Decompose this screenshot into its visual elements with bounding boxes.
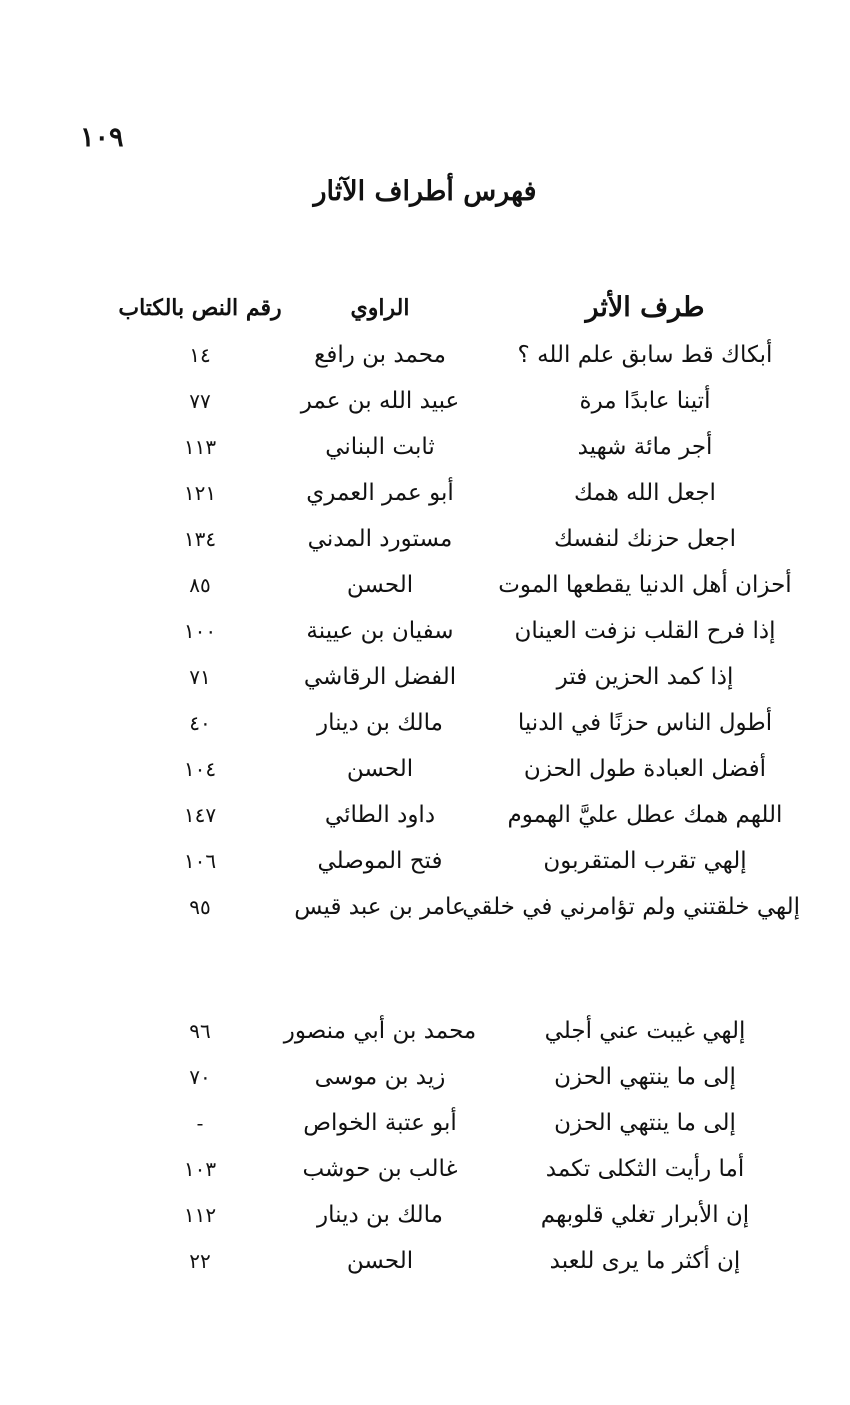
number-cell: ١١٢ <box>183 1203 217 1227</box>
table-row <box>0 654 850 700</box>
athar-cell: أجر مائة شهيد <box>577 434 713 460</box>
rawi-cell: الحسن <box>346 756 414 782</box>
table-row <box>0 792 850 838</box>
table-row <box>0 1238 850 1284</box>
rawi-cell: الحسن <box>346 572 414 598</box>
rawi-cell: مالك بن دينار <box>317 710 443 736</box>
number-cell: ١٠٣ <box>183 1157 217 1181</box>
table-row <box>0 516 850 562</box>
header-rawi: الراوي <box>350 295 410 321</box>
number-cell: ٤٠ <box>189 711 211 735</box>
table-row <box>0 562 850 608</box>
number-cell: ٩٥ <box>189 895 211 919</box>
rawi-cell: غالب بن حوشب <box>302 1156 458 1182</box>
table-row <box>0 1192 850 1238</box>
athar-cell: اللهم همك عطل عليَّ الهموم <box>507 802 783 828</box>
rawi-cell: مستورد المدني <box>307 526 453 552</box>
athar-cell: أبكاك قط سابق علم الله ؟ <box>517 342 773 368</box>
table-row <box>0 1008 850 1054</box>
athar-cell: إلى ما ينتهي الحزن <box>554 1110 736 1136</box>
rawi-cell: عبيد الله بن عمر <box>300 388 460 414</box>
athar-cell: أحزان أهل الدنيا يقطعها الموت <box>498 572 792 598</box>
table-row <box>0 838 850 884</box>
page-number: ١٠٩ <box>80 122 124 153</box>
athar-cell: اجعل حزنك لنفسك <box>554 526 736 552</box>
header-athar: طرف الأثر <box>585 292 705 323</box>
number-cell: ١٣٤ <box>183 527 217 551</box>
table-row <box>0 884 850 930</box>
number-cell: ١١٣ <box>183 435 217 459</box>
rawi-cell: محمد بن أبي منصور <box>283 1018 477 1044</box>
athar-cell: إذا كمد الحزين فتر <box>556 664 734 690</box>
page-title: فهرس أطراف الآثار <box>313 176 537 207</box>
rawi-cell: محمد بن رافع <box>314 342 446 368</box>
rawi-cell: الفضل الرقاشي <box>303 664 457 690</box>
number-cell: ١٠٦ <box>183 849 217 873</box>
table-row <box>0 700 850 746</box>
athar-cell: إن أكثر ما يرى للعبد <box>549 1248 741 1274</box>
rawi-cell: مالك بن دينار <box>317 1202 443 1228</box>
number-cell: ١٠٠ <box>183 619 217 643</box>
rawi-cell: الحسن <box>346 1248 414 1274</box>
rawi-cell: عامر بن عبد قيس <box>294 894 466 920</box>
athar-cell: أطول الناس حزنًا في الدنيا <box>517 710 773 736</box>
athar-cell: اجعل الله همك <box>574 480 716 506</box>
number-cell: ١٤٧ <box>183 803 217 827</box>
table-row <box>0 746 850 792</box>
header-text-number: رقم النص بالكتاب <box>118 295 282 321</box>
athar-cell: إلهي غيبت عني أجلي <box>544 1018 746 1044</box>
athar-cell: إلى ما ينتهي الحزن <box>554 1064 736 1090</box>
rawi-cell: أبو عمر العمري <box>306 480 454 506</box>
number-cell: ٧١ <box>189 665 211 689</box>
table-row <box>0 378 850 424</box>
athar-cell: أفضل العبادة طول الحزن <box>523 756 767 782</box>
rawi-cell: ثابت البناني <box>325 434 435 460</box>
table-row <box>0 1054 850 1100</box>
table-row <box>0 470 850 516</box>
number-cell: ٧٠ <box>189 1065 211 1089</box>
rawi-cell: داود الطائي <box>324 802 436 828</box>
athar-cell: أتينا عابدًا مرة <box>579 388 711 414</box>
table-row <box>0 1146 850 1192</box>
number-cell: - <box>196 1111 204 1135</box>
number-cell: ١٢١ <box>183 481 217 505</box>
number-cell: ٢٢ <box>189 1249 211 1273</box>
table-row <box>0 424 850 470</box>
rawi-cell: سفيان بن عيينة <box>306 618 454 644</box>
athar-cell: إذا فرح القلب نزفت العينان <box>514 618 776 644</box>
athar-cell: إلهي تقرب المتقربون <box>543 848 747 874</box>
athar-cell: أما رأيت الثكلى تكمد <box>545 1156 745 1182</box>
rawi-cell: فتح الموصلي <box>317 848 443 874</box>
number-cell: ١٤ <box>189 343 211 367</box>
athar-cell: إن الأبرار تغلي قلوبهم <box>540 1202 750 1228</box>
rawi-cell: أبو عتبة الخواص <box>303 1110 457 1136</box>
number-cell: ١٠٤ <box>183 757 217 781</box>
number-cell: ٨٥ <box>189 573 211 597</box>
number-cell: ٧٧ <box>189 389 211 413</box>
table-row <box>0 608 850 654</box>
number-cell: ٩٦ <box>189 1019 211 1043</box>
rawi-cell: زيد بن موسى <box>314 1064 446 1090</box>
table-row <box>0 1100 850 1146</box>
table-header <box>0 288 850 328</box>
athar-cell: إلهي خلقتني ولم تؤامرني في خلقي <box>462 894 800 920</box>
table-row <box>0 332 850 378</box>
